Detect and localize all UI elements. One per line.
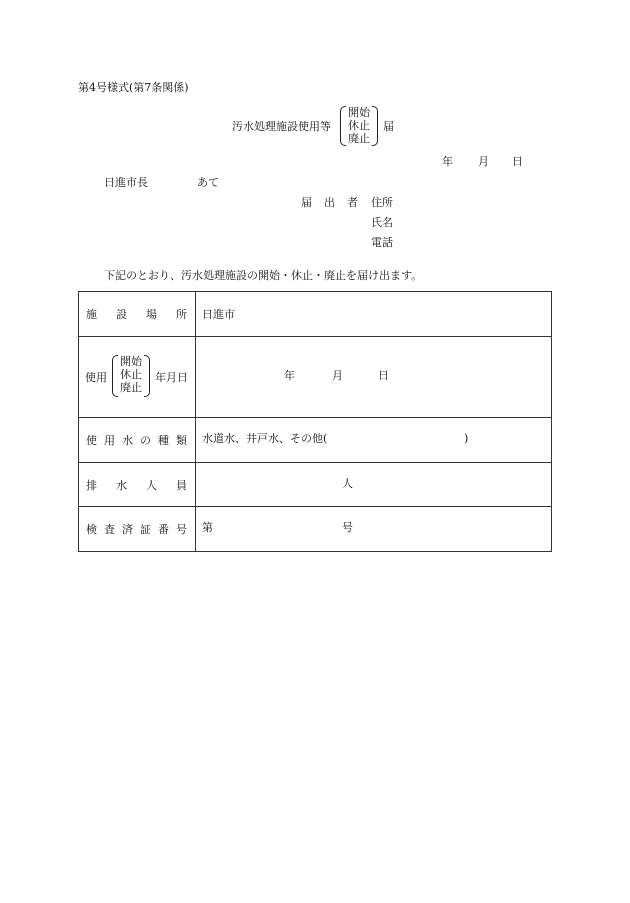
- date-month: 月: [478, 155, 489, 168]
- usage-date-month: 月: [332, 369, 343, 382]
- table-row-certificate-number: [79, 507, 552, 552]
- applicant-label-2: 出: [324, 196, 335, 209]
- applicant-name-label: 氏名: [371, 216, 393, 229]
- label-char: 済: [122, 523, 133, 536]
- usage-label-suffix: 年月日: [155, 371, 188, 384]
- facility-location-value: 日進市: [202, 308, 235, 321]
- title-option-start: 開始: [348, 106, 370, 119]
- usage-label-prefix: 使用: [85, 371, 107, 384]
- table-row-water-type: [79, 418, 552, 463]
- facility-location-label: [79, 292, 196, 337]
- label-char: 番: [158, 523, 169, 536]
- table-row-facility-location: [79, 292, 552, 337]
- applicant-phone-label: 電話: [371, 236, 393, 249]
- label-char: 用: [104, 434, 115, 447]
- certificate-number-suffix: 号: [342, 521, 353, 534]
- water-type-close: ): [464, 432, 469, 445]
- applicant-label-1: 届: [301, 196, 312, 209]
- label-char: 場: [146, 308, 157, 321]
- notification-table: [78, 291, 552, 552]
- label-char: 査: [104, 523, 115, 536]
- label-char: 号: [176, 523, 187, 536]
- water-type-value: 水道水、井戸水、その他(: [202, 432, 328, 445]
- drainage-staff-label: [79, 463, 196, 507]
- usage-date-label: [79, 337, 196, 418]
- label-char: 水: [116, 478, 127, 492]
- water-type-value-cell[interactable]: [196, 418, 552, 463]
- usage-date-year: 年: [284, 369, 295, 382]
- label-char: 排: [86, 478, 97, 492]
- certificate-number-prefix: 第: [202, 521, 213, 534]
- label-char: 証: [140, 523, 151, 536]
- table-row-usage-date: [79, 337, 552, 418]
- title-option-suspend: 休止: [348, 119, 370, 132]
- date-day: 日: [512, 155, 523, 168]
- label-char: 種: [158, 434, 169, 447]
- usage-option-abolish: 廃止: [120, 381, 142, 394]
- form-title-suffix: 届: [383, 120, 394, 133]
- label-char: 検: [86, 523, 97, 536]
- title-option-abolish: 廃止: [348, 132, 370, 145]
- title-options-bracket: [340, 106, 378, 146]
- label-char: 設: [116, 308, 127, 321]
- label-char: 水: [122, 434, 133, 447]
- certificate-number-value-cell[interactable]: [196, 507, 552, 552]
- drainage-staff-unit: 人: [342, 476, 353, 490]
- form-title-prefix: 汚水処理施設使用等: [232, 120, 331, 133]
- certificate-number-label: [79, 507, 196, 552]
- usage-options-bracket: [112, 355, 150, 397]
- facility-location-value-cell[interactable]: [196, 292, 552, 337]
- label-char: 員: [176, 478, 187, 492]
- applicant-address-label: 住所: [371, 196, 393, 209]
- usage-option-suspend: 休止: [120, 368, 142, 381]
- label-char: 使: [86, 434, 97, 447]
- label-char: 人: [146, 478, 157, 492]
- usage-date-value-cell[interactable]: [196, 337, 552, 418]
- usage-date-day: 日: [378, 369, 389, 382]
- applicant-label-3: 者: [347, 196, 358, 209]
- label-char: 所: [176, 308, 187, 321]
- label-char: 施: [86, 308, 97, 321]
- drainage-staff-value-cell[interactable]: [196, 463, 552, 507]
- addressee-honorific: あて: [197, 176, 219, 189]
- table-row-drainage-staff: [79, 463, 552, 507]
- addressee-name: 日進市長: [104, 176, 148, 189]
- usage-option-start: 開始: [120, 355, 142, 368]
- form-number: 第4号様式(第7条関係): [78, 81, 189, 94]
- water-type-label: [79, 418, 196, 463]
- label-char: の: [140, 434, 151, 447]
- date-year: 年: [442, 155, 453, 168]
- label-char: 類: [176, 434, 187, 447]
- intro-text: 下記のとおり、汚水処理施設の開始・休止・廃止を届け出ます。: [104, 269, 423, 282]
